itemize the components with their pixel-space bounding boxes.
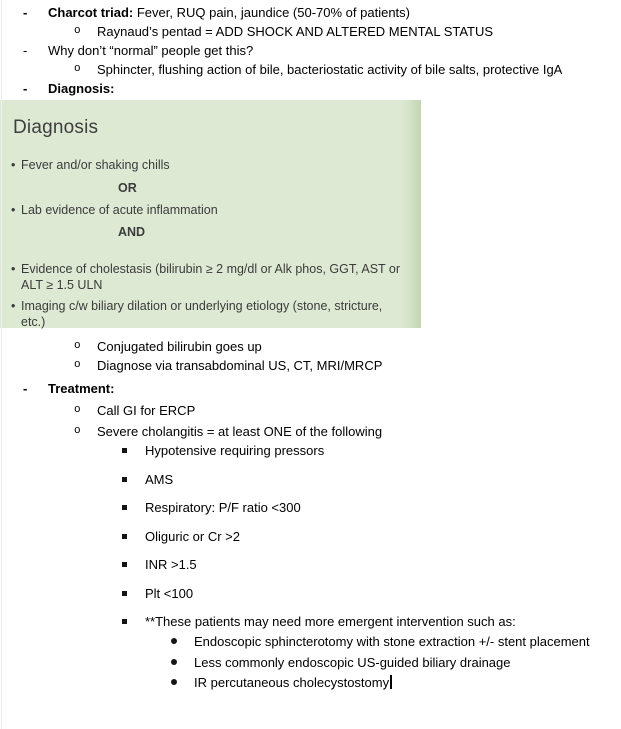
slide-or-label: OR: [118, 181, 137, 195]
line-text: AMS: [145, 471, 174, 487]
line-text: Less commonly endoscopic US-guided biliary drainage: [194, 655, 511, 670]
slide-bullet-text: Lab evidence of acute inflammation: [21, 203, 218, 217]
line-text: Severe cholangitis = at least ONE of the following: [97, 424, 383, 439]
bullet-line-raynaud: [0, 22, 621, 41]
bullet-line-call-gi: [0, 401, 621, 420]
slide-and-label: AND: [118, 225, 146, 239]
disc-bullet-icon: [171, 659, 177, 665]
line-text: Hypotensive requiring pressors: [145, 443, 325, 458]
charcot-rest: Fever, RUQ pain, jaundice (50-70% of patients): [133, 5, 410, 20]
line-text: Raynaud’s pentad = ADD SHOCK AND ALTERED MENTAL STATUS: [97, 24, 494, 39]
bullet-line-why: [0, 41, 621, 60]
line-text: [48, 3, 605, 22]
line-text: Sphincter, flushing action of bile, bacteriostatic activity of bile salts, protective IgA: [97, 62, 563, 77]
bullet-line-severe: [0, 422, 621, 441]
slide-bullet-text: Evidence of cholestasis (bilirubin ≥ 2 mg/dl or Alk phos, GGT, AST or ALT ≥ 1.5 ULN: [21, 262, 401, 292]
criterion-oliguric: [0, 527, 621, 546]
line-text: Call GI for ERCP: [97, 403, 196, 418]
line-text: Plt <100: [145, 585, 194, 601]
bullet-line-diagnose-via: [0, 356, 621, 375]
slide-bullet-text: Imaging c/w biliary dilation or underlying etiology (stone, stricture, etc.): [21, 299, 383, 329]
circle-bullet-icon: o: [74, 63, 81, 75]
dot-bullet-icon: •: [11, 203, 16, 217]
criterion-ams: [0, 470, 621, 489]
bullet-line-diagnosis: [0, 79, 621, 98]
slide-bullet-lab: [11, 202, 413, 218]
square-bullet-icon: [122, 562, 127, 567]
line-text: Why don’t “normal” people get this?: [48, 43, 254, 58]
line-text: Conjugated bilirubin goes up: [97, 339, 262, 354]
intervention-ir-percutaneous: [0, 673, 621, 692]
dash-bullet-icon: -: [23, 381, 28, 396]
square-bullet-icon: [122, 591, 127, 596]
treatment-heading: Treatment:: [48, 381, 115, 396]
slide-bullet-cholestasis: [11, 261, 413, 293]
text-cursor: [390, 675, 392, 689]
line-text: Respiratory: P/F ratio <300: [145, 500, 301, 515]
disc-bullet-icon: [171, 638, 177, 644]
dash-bullet-icon: -: [23, 81, 28, 96]
circle-bullet-icon: o: [74, 404, 81, 416]
square-bullet-icon: [122, 448, 127, 453]
slide-title: Diagnosis: [13, 117, 99, 138]
intervention-us-guided: [0, 653, 621, 672]
charcot-label: Charcot triad:: [48, 5, 134, 20]
dash-bullet-icon: -: [23, 43, 28, 58]
slide-bullet-imaging: [11, 298, 413, 330]
line-text: Oliguric or Cr >2: [145, 528, 240, 544]
bullet-line-charcot-triad: [0, 3, 621, 22]
line-text: INR >1.5: [145, 557, 197, 572]
circle-bullet-icon: o: [74, 340, 81, 352]
criterion-inr: [0, 555, 621, 574]
dot-bullet-icon: •: [11, 158, 16, 172]
dot-bullet-icon: •: [11, 262, 16, 276]
circle-bullet-icon: o: [74, 359, 81, 371]
criterion-emergent-note: [0, 612, 621, 631]
square-bullet-icon: [122, 619, 127, 624]
criterion-plt: [0, 584, 621, 603]
line-text: [194, 673, 605, 692]
bullet-line-sphincter: [0, 60, 621, 79]
dot-bullet-icon: •: [11, 299, 16, 313]
square-bullet-icon: [122, 477, 127, 482]
intervention-sphincterotomy: [0, 632, 621, 651]
embedded-slide-image[interactable]: [0, 100, 421, 328]
diagnosis-heading: Diagnosis:: [48, 81, 115, 96]
intervention-text: IR percutaneous cholecystostomy: [194, 675, 390, 690]
line-text: Endoscopic sphincterotomy with stone extraction +/- stent placement: [194, 634, 590, 649]
disc-bullet-icon: [171, 679, 177, 685]
line-text: Diagnose via transabdominal US, CT, MRI/MRCP: [97, 358, 383, 373]
page-edge-line: [1, 0, 2, 729]
circle-bullet-icon: o: [74, 25, 81, 37]
slide-bullet-text: Fever and/or shaking chills: [21, 158, 170, 172]
square-bullet-icon: [122, 534, 127, 539]
circle-bullet-icon: o: [74, 425, 81, 437]
dash-bullet-icon: -: [23, 5, 28, 20]
criterion-respiratory: [0, 498, 621, 517]
slide-bullet-fever: [11, 157, 413, 173]
line-text: **These patients may need more emergent intervention such as:: [145, 614, 516, 629]
criterion-hypotensive: [0, 441, 621, 460]
bullet-line-conjugated: [0, 337, 621, 356]
bullet-line-treatment: [0, 379, 621, 398]
square-bullet-icon: [122, 505, 127, 510]
